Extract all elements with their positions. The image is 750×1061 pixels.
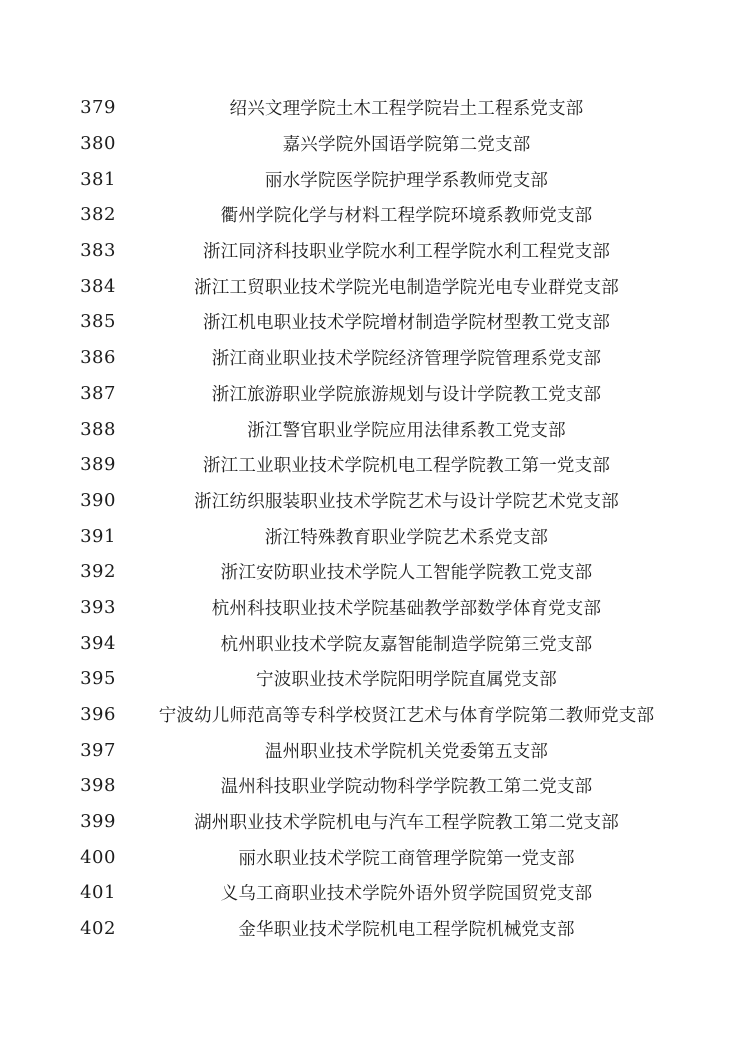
row-number: 398: [80, 775, 116, 797]
table-row: [0, 839, 750, 875]
branch-name: 浙江工贸职业技术学院光电制造学院光电专业群党支部: [194, 277, 619, 298]
branch-name: 宁波职业技术学院阳明学院直属党支部: [256, 670, 557, 691]
branch-name: 浙江纺织服装职业技术学院艺术与设计学院艺术党支部: [194, 491, 619, 512]
row-number: 385: [80, 311, 116, 333]
row-number: 402: [80, 918, 116, 940]
table-row: [0, 554, 750, 590]
table-row: [0, 126, 750, 162]
party-branch-list: [0, 90, 750, 947]
branch-name: 湖州职业技术学院机电与汽车工程学院教工第二党支部: [194, 813, 619, 834]
table-row: [0, 875, 750, 911]
branch-name: 浙江商业职业技术学院经济管理学院管理系党支部: [211, 349, 602, 370]
branch-name: 浙江警官职业学院应用法律系教工党支部: [247, 420, 566, 441]
branch-name: 浙江工业职业技术学院机电工程学院教工第一党支部: [202, 456, 611, 477]
table-row: [0, 161, 750, 197]
table-row: [0, 340, 750, 376]
table-row: [0, 304, 750, 340]
branch-name: 义乌工商职业技术学院外语外贸学院国贸党支部: [220, 884, 593, 905]
row-number: 387: [80, 382, 116, 404]
table-row: [0, 804, 750, 840]
row-number: 395: [80, 668, 116, 690]
row-number: 388: [80, 418, 116, 440]
table-row: [0, 411, 750, 447]
row-number: 386: [80, 347, 116, 369]
branch-name: 衢州学院化学与材料工程学院环境系教师党支部: [220, 206, 593, 227]
table-row: [0, 911, 750, 947]
branch-name: 浙江旅游职业学院旅游规划与设计学院教工党支部: [211, 384, 602, 405]
branch-name: 宁波幼儿师范高等专科学校贤江艺术与体育学院第二教师党支部: [158, 706, 655, 727]
row-number: 382: [80, 204, 116, 226]
branch-name: 浙江特殊教育职业学院艺术系党支部: [264, 527, 549, 548]
row-number: 379: [80, 97, 116, 119]
branch-name: 浙江机电职业技术学院增材制造学院材型教工党支部: [202, 313, 611, 334]
row-number: 396: [80, 704, 116, 726]
table-row: [0, 518, 750, 554]
table-row: [0, 483, 750, 519]
branch-name: 温州职业技术学院机关党委第五支部: [264, 741, 549, 762]
branch-name: 金华职业技术学院机电工程学院机械党支部: [238, 920, 575, 941]
row-number: 392: [80, 561, 116, 583]
branch-name: 浙江同济科技职业学院水利工程学院水利工程党支部: [202, 242, 611, 263]
row-number: 390: [80, 489, 116, 511]
table-row: [0, 697, 750, 733]
row-number: 380: [80, 133, 116, 155]
table-row: [0, 590, 750, 626]
branch-name: 杭州科技职业技术学院基础教学部数学体育党支部: [211, 598, 602, 619]
row-number: 381: [80, 168, 116, 190]
table-row: [0, 625, 750, 661]
row-number: 391: [80, 525, 116, 547]
table-row: [0, 447, 750, 483]
branch-name: 丽水学院医学院护理学系教师党支部: [264, 170, 549, 191]
table-row: [0, 233, 750, 269]
table-row: [0, 768, 750, 804]
branch-name: 绍兴文理学院土木工程学院岩土工程系党支部: [229, 99, 584, 120]
row-number: 397: [80, 739, 116, 761]
table-row: [0, 197, 750, 233]
row-number: 389: [80, 454, 116, 476]
table-row: [0, 268, 750, 304]
branch-name: 温州科技职业学院动物科学学院教工第二党支部: [220, 777, 593, 798]
branch-name: 丽水职业技术学院工商管理学院第一党支部: [238, 848, 575, 869]
table-row: [0, 661, 750, 697]
row-number: 393: [80, 596, 116, 618]
table-row: [0, 376, 750, 412]
branch-name: 杭州职业技术学院友嘉智能制造学院第三党支部: [220, 634, 593, 655]
row-number: 399: [80, 811, 116, 833]
branch-name: 浙江安防职业技术学院人工智能学院教工党支部: [220, 563, 593, 584]
table-row: [0, 732, 750, 768]
table-row: [0, 90, 750, 126]
row-number: 384: [80, 275, 116, 297]
row-number: 394: [80, 632, 116, 654]
row-number: 401: [80, 882, 116, 904]
row-number: 383: [80, 240, 116, 262]
row-number: 400: [80, 846, 116, 868]
branch-name: 嘉兴学院外国语学院第二党支部: [282, 135, 531, 156]
